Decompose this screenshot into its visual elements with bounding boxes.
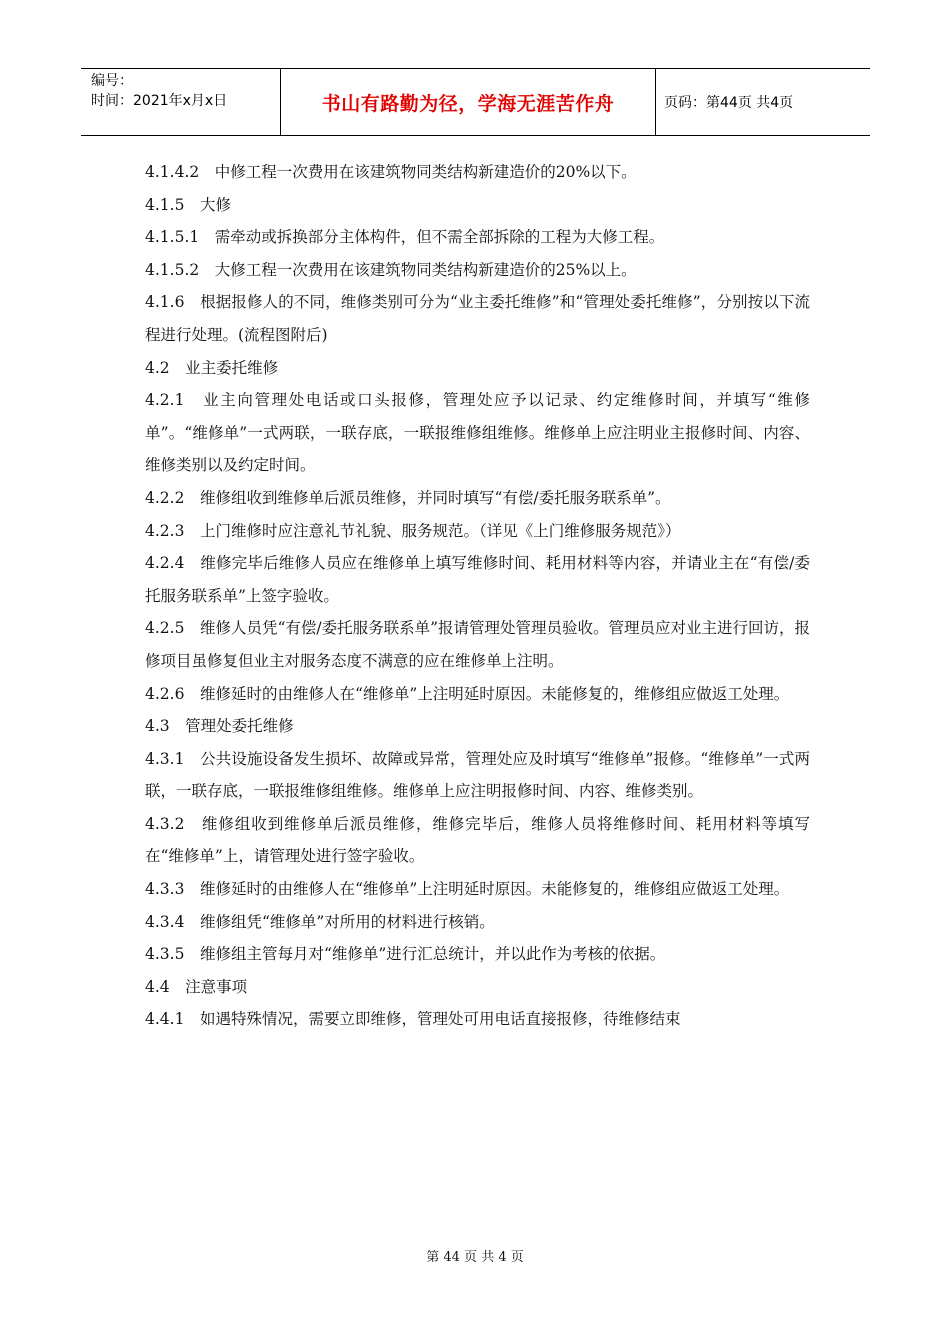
document-time-label: 时间：2021年x月x日 [91,93,228,109]
paragraph: 4.1.5.2 大修工程一次费用在该建筑物同类结构新建造价的25%以上。 [145,260,637,279]
header-meta [81,69,281,135]
paragraph: 4.2.5 维修人员凭“有偿/委托服务联系单”报请管理处管理员验收。管理员应对业主进行回访，报修项目虽修复但业主对服务态度不满意的应在维修单上注明。 [145,619,811,670]
paragraph: 4.3.1 公共设施设备发生损坏、故障或异常，管理处应及时填写“维修单”报修。“维修单”一式两联，一联存底，一联报维修组维修。维修单上应注明报修时间、内容、维修类别。 [145,749,810,801]
paragraph: 4.1.4.2 中修工程一次费用在该建筑物同类结构新建造价的20%以下。 [145,163,637,181]
section-heading: 4.1.5 大修 [145,195,231,214]
paragraph: 4.1.6 根据报修人的不同，维修类别可分为“业主委托维修”和“管理处委托维修”，分别按以下流程进行处理。(流程图附后) [145,293,810,344]
header-motto [281,69,656,135]
paragraph: 4.4.1 如遇特殊情况，需要立即维修，管理处可用电话直接报修，待维修结束 [145,1010,681,1029]
page-header [81,68,870,136]
footer-page-number: 第 44 页 共 4 页 [426,1250,524,1265]
section-heading: 4.4 注意事项 [145,977,248,996]
paragraph: 4.2.3 上门维修时应注意礼节礼貌、服务规范。（详见《上门维修服务规范》） [145,521,681,540]
paragraph: 4.3.3 维修延时的由维修人在“维修单”上注明延时原因。未能修复的，维修组应做返工处理。 [145,880,790,899]
paragraph: 4.3.4 维修组凭“维修单”对所用的材料进行核销。 [145,912,495,931]
page-footer [0,1246,950,1265]
paragraph: 4.3.5 维修组主管每月对“维修单”进行汇总统计，并以此作为考核的依据。 [145,945,666,964]
section-heading: 4.2 业主委托维修 [145,358,279,377]
paragraph: 4.2.6 维修延时的由维修人在“维修单”上注明延时原因。未能修复的，维修组应做返工处理。 [145,684,790,703]
section-heading: 4.3 管理处委托维修 [145,717,294,736]
paragraph: 4.2.1 业主向管理处电话或口头报修，管理处应予以记录、约定维修时间，并填写“维修单”。“维修单”一式两联，一联存底，一联报维修组维修。维修单上应注明业主报修时间、内容、维修类别以及约定时间。 [145,391,810,475]
document-number-label: 编号： [91,73,133,89]
motto-text: 书山有路勤为径，学海无涯苦作舟 [321,92,615,115]
paragraph: 4.1.5.1 需牵动或拆换部分主体构件，但不需全部拆除的工程为大修工程。 [145,228,665,247]
header-page-info [656,69,870,135]
page-number-label: 页码：第44页 共4页 [664,95,794,111]
document-body [145,156,810,1036]
paragraph: 4.2.4 维修完毕后维修人员应在维修单上填写维修时间、耗用材料等内容，并请业主在“有偿/委托服务联系单”上签字验收。 [145,554,810,605]
paragraph: 4.3.2 维修组收到维修单后派员维修，维修完毕后，维修人员将维修时间、耗用材料等填写在“维修单”上，请管理处进行签字验收。 [145,814,810,866]
paragraph: 4.2.2 维修组收到维修单后派员维修，并同时填写“有偿/委托服务联系单”。 [145,488,671,507]
